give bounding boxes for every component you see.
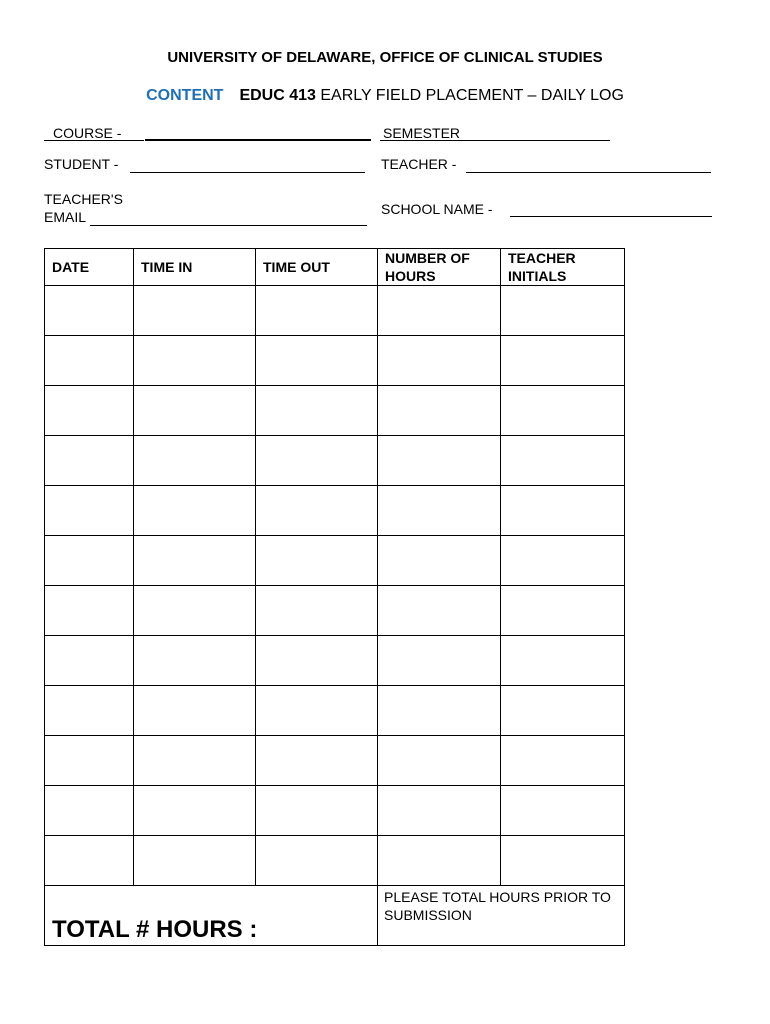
teacher-initials-cell[interactable] bbox=[501, 436, 625, 486]
number-of-hours-cell[interactable] bbox=[378, 586, 501, 636]
teacher-initials-cell[interactable] bbox=[501, 486, 625, 536]
log-rows bbox=[45, 286, 625, 886]
form-title: UNIVERSITY OF DELAWARE, OFFICE OF CLINICAL STUDIES bbox=[167, 49, 603, 66]
date-cell[interactable] bbox=[45, 386, 134, 436]
table-row bbox=[45, 686, 625, 736]
teacher-initials-cell[interactable] bbox=[501, 386, 625, 436]
time-in-cell[interactable] bbox=[134, 636, 256, 686]
time-in-cell[interactable] bbox=[134, 586, 256, 636]
table-header-row bbox=[45, 249, 625, 286]
teacher-initials-cell[interactable] bbox=[501, 786, 625, 836]
teacher-initials-cell[interactable] bbox=[501, 336, 625, 386]
table-row bbox=[45, 536, 625, 586]
time-out-cell[interactable] bbox=[256, 436, 378, 486]
course-code: EDUC 413 bbox=[239, 87, 316, 104]
time-out-cell[interactable] bbox=[256, 586, 378, 636]
course-field[interactable] bbox=[145, 139, 371, 141]
time-in-cell[interactable] bbox=[134, 486, 256, 536]
table-row bbox=[45, 836, 625, 886]
table-row bbox=[45, 786, 625, 836]
date-cell[interactable] bbox=[45, 786, 134, 836]
number-of-hours-cell[interactable] bbox=[378, 736, 501, 786]
time-in-cell[interactable] bbox=[134, 336, 256, 386]
table-row bbox=[45, 336, 625, 386]
number-of-hours-cell[interactable] bbox=[378, 786, 501, 836]
number-of-hours-cell[interactable] bbox=[378, 486, 501, 536]
teacher-label: TEACHER - bbox=[381, 156, 457, 172]
teacher-initials-cell[interactable] bbox=[501, 636, 625, 686]
date-cell[interactable] bbox=[45, 836, 134, 886]
course-label: COURSE - bbox=[53, 125, 122, 141]
number-of-hours-cell[interactable] bbox=[378, 336, 501, 386]
teacher-field[interactable] bbox=[466, 172, 711, 173]
time-in-cell[interactable] bbox=[134, 536, 256, 586]
date-cell[interactable] bbox=[45, 636, 134, 686]
total-row bbox=[45, 886, 625, 946]
teacher-email-field[interactable] bbox=[90, 225, 367, 226]
time-out-cell[interactable] bbox=[256, 836, 378, 886]
time-out-cell[interactable] bbox=[256, 636, 378, 686]
time-out-cell[interactable] bbox=[256, 786, 378, 836]
time-out-cell[interactable] bbox=[256, 286, 378, 336]
daily-log-table bbox=[44, 248, 625, 946]
time-in-cell[interactable] bbox=[134, 436, 256, 486]
number-of-hours-cell[interactable] bbox=[378, 386, 501, 436]
form-subtitle bbox=[0, 87, 770, 105]
teacher-email-label-line1: TEACHER'S bbox=[44, 191, 123, 207]
number-of-hours-cell[interactable] bbox=[378, 286, 501, 336]
course-description: EARLY FIELD PLACEMENT – DAILY LOG bbox=[315, 87, 624, 104]
school-name-field[interactable] bbox=[510, 216, 712, 217]
number-of-hours-cell[interactable] bbox=[378, 636, 501, 686]
teacher-initials-cell[interactable] bbox=[501, 586, 625, 636]
teacher-initials-cell[interactable] bbox=[501, 736, 625, 786]
date-cell[interactable] bbox=[45, 586, 134, 636]
number-of-hours-cell[interactable] bbox=[378, 686, 501, 736]
table-row bbox=[45, 736, 625, 786]
time-in-cell[interactable] bbox=[134, 386, 256, 436]
time-in-cell[interactable] bbox=[134, 686, 256, 736]
teacher-email-label-line2: EMAIL bbox=[44, 209, 87, 225]
total-hours-label: TOTAL # HOURS : bbox=[45, 886, 378, 946]
number-of-hours-cell[interactable] bbox=[378, 536, 501, 586]
teacher-initials-cell[interactable] bbox=[501, 836, 625, 886]
total-hours-note: PLEASE TOTAL HOURS PRIOR TO SUBMISSION bbox=[378, 886, 625, 946]
time-in-cell[interactable] bbox=[134, 286, 256, 336]
date-cell[interactable] bbox=[45, 336, 134, 386]
date-cell[interactable] bbox=[45, 436, 134, 486]
number-of-hours-cell[interactable] bbox=[378, 436, 501, 486]
column-header-time-in: TIME IN bbox=[134, 249, 256, 286]
date-cell[interactable] bbox=[45, 536, 134, 586]
date-cell[interactable] bbox=[45, 686, 134, 736]
time-out-cell[interactable] bbox=[256, 386, 378, 436]
table-row bbox=[45, 586, 625, 636]
time-in-cell[interactable] bbox=[134, 736, 256, 786]
student-label: STUDENT - bbox=[44, 156, 119, 172]
date-cell[interactable] bbox=[45, 736, 134, 786]
time-in-cell[interactable] bbox=[134, 836, 256, 886]
teacher-initials-cell[interactable] bbox=[501, 286, 625, 336]
time-out-cell[interactable] bbox=[256, 736, 378, 786]
date-cell[interactable] bbox=[45, 286, 134, 336]
time-out-cell[interactable] bbox=[256, 536, 378, 586]
time-in-cell[interactable] bbox=[134, 786, 256, 836]
table-row bbox=[45, 286, 625, 336]
column-header-time-out: TIME OUT bbox=[256, 249, 378, 286]
table-row bbox=[45, 636, 625, 686]
date-cell[interactable] bbox=[45, 486, 134, 536]
content-label: CONTENT bbox=[146, 87, 224, 104]
school-name-label: SCHOOL NAME - bbox=[381, 201, 493, 217]
column-header-number-of-hours: NUMBER OF HOURS bbox=[378, 249, 501, 286]
semester-label: SEMESTER bbox=[383, 125, 461, 141]
student-field[interactable] bbox=[130, 172, 365, 173]
table-row bbox=[45, 486, 625, 536]
time-out-cell[interactable] bbox=[256, 686, 378, 736]
column-header-date: DATE bbox=[45, 249, 134, 286]
number-of-hours-cell[interactable] bbox=[378, 836, 501, 886]
column-header-teacher-initials: TEACHER INITIALS bbox=[501, 249, 625, 286]
table-row bbox=[45, 386, 625, 436]
teacher-initials-cell[interactable] bbox=[501, 536, 625, 586]
time-out-cell[interactable] bbox=[256, 486, 378, 536]
table-row bbox=[45, 436, 625, 486]
time-out-cell[interactable] bbox=[256, 336, 378, 386]
teacher-initials-cell[interactable] bbox=[501, 686, 625, 736]
